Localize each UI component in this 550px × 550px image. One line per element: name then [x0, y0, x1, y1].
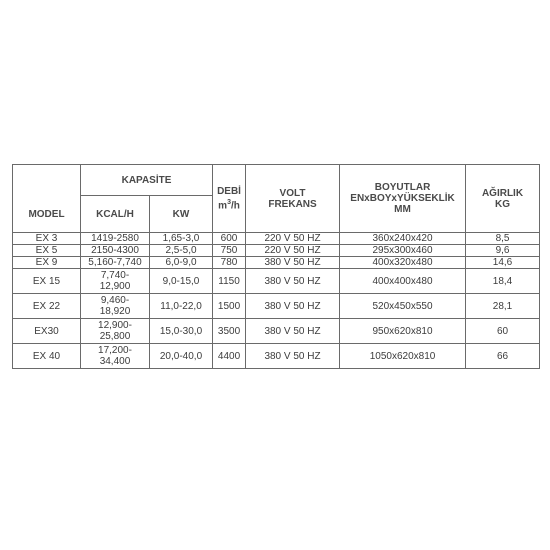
cell-kcal-line2: 18,920: [99, 306, 131, 317]
cell-model: EX30: [13, 319, 81, 344]
cell-kw: 9,0-15,0: [150, 269, 213, 294]
table-row: [13, 294, 540, 319]
cell-agirlik: 28,1: [466, 294, 540, 319]
header-boyut-line3: MM: [394, 204, 411, 215]
table-row: [13, 245, 540, 257]
header-boyut-line2: ENxBOYxYÜKSEKLİK: [350, 193, 455, 204]
cell-boyut: 950x620x810: [340, 319, 466, 344]
cell-volt: 220 V 50 HZ: [246, 233, 340, 245]
cell-volt: 220 V 50 HZ: [246, 245, 340, 257]
cell-agirlik: 14,6: [466, 257, 540, 269]
cell-kw: 20,0-40,0: [150, 344, 213, 369]
table-row: [13, 319, 540, 344]
cell-boyut: 295x300x460: [340, 245, 466, 257]
cell-debi: 600: [213, 233, 246, 245]
cell-model: EX 3: [13, 233, 81, 245]
cell-boyut: 1050x620x810: [340, 344, 466, 369]
header-boyutlar: [340, 165, 466, 233]
cell-kcal-line1: 12,900-: [98, 320, 132, 331]
cell-volt: 380 V 50 HZ: [246, 269, 340, 294]
header-volt-line1: VOLT: [279, 187, 306, 199]
cell-model: EX 9: [13, 257, 81, 269]
table-row: [13, 233, 540, 245]
cell-volt: 380 V 50 HZ: [246, 319, 340, 344]
cell-kcal: [81, 319, 150, 344]
cell-kcal: 1419-2580: [81, 233, 150, 245]
cell-kcal: 5,160-7,740: [81, 257, 150, 269]
cell-kcal-line2: 34,400: [99, 356, 131, 367]
header-kapasite: KAPASİTE: [81, 165, 213, 196]
header-agirlik-line2: KG: [495, 198, 511, 210]
cell-boyut: 360x240x420: [340, 233, 466, 245]
cell-kw: 15,0-30,0: [150, 319, 213, 344]
cell-model: EX 40: [13, 344, 81, 369]
header-boyut-line1: BOYUTLAR: [374, 182, 431, 193]
cell-kw: 11,0-22,0: [150, 294, 213, 319]
cell-debi: 4400: [213, 344, 246, 369]
spec-table: [12, 164, 540, 369]
header-debi-unit-base: m: [218, 200, 228, 212]
cell-kcal-line1: 17,200-: [98, 345, 132, 356]
cell-debi: 780: [213, 257, 246, 269]
cell-agirlik: 9,6: [466, 245, 540, 257]
cell-volt: 380 V 50 HZ: [246, 294, 340, 319]
cell-kw: 6,0-9,0: [150, 257, 213, 269]
cell-kcal: [81, 294, 150, 319]
table-row: [13, 269, 540, 294]
header-debi: [213, 165, 246, 233]
header-model: MODEL: [13, 165, 81, 233]
cell-kw: 2,5-5,0: [150, 245, 213, 257]
cell-agirlik: 66: [466, 344, 540, 369]
cell-kcal: 2150-4300: [81, 245, 150, 257]
header-volt-line2: FREKANS: [268, 198, 317, 210]
header-agirlik: [466, 165, 540, 233]
header-agirlik-line1: AĞIRLIK: [481, 187, 524, 199]
cell-model: EX 22: [13, 294, 81, 319]
header-debi-label: DEBİ: [217, 185, 241, 197]
cell-debi: 1150: [213, 269, 246, 294]
cell-kw: 1,65-3,0: [150, 233, 213, 245]
cell-agirlik: 8,5: [466, 233, 540, 245]
cell-volt: 380 V 50 HZ: [246, 344, 340, 369]
cell-kcal-line1: 7,740-: [100, 270, 130, 281]
cell-debi: 1500: [213, 294, 246, 319]
cell-debi: 750: [213, 245, 246, 257]
cell-debi: 3500: [213, 319, 246, 344]
cell-model: EX 5: [13, 245, 81, 257]
cell-kcal-line1: 9,460-: [100, 295, 130, 306]
header-debi-unit-tail: /h: [230, 200, 240, 212]
cell-boyut: 520x450x550: [340, 294, 466, 319]
table-row: [13, 257, 540, 269]
cell-kcal-line2: 12,900: [99, 281, 131, 292]
cell-agirlik: 18,4: [466, 269, 540, 294]
header-debi-unit-sup: 3: [227, 198, 231, 206]
cell-kcal-line2: 25,800: [99, 331, 131, 342]
header-kw: KW: [150, 196, 213, 233]
table-row: [13, 344, 540, 369]
cell-agirlik: 60: [466, 319, 540, 344]
cell-boyut: 400x400x480: [340, 269, 466, 294]
cell-volt: 380 V 50 HZ: [246, 257, 340, 269]
header-volt: [246, 165, 340, 233]
header-kcal: KCAL/H: [81, 196, 150, 233]
cell-model: EX 15: [13, 269, 81, 294]
cell-boyut: 400x320x480: [340, 257, 466, 269]
cell-kcal: [81, 344, 150, 369]
cell-kcal: [81, 269, 150, 294]
